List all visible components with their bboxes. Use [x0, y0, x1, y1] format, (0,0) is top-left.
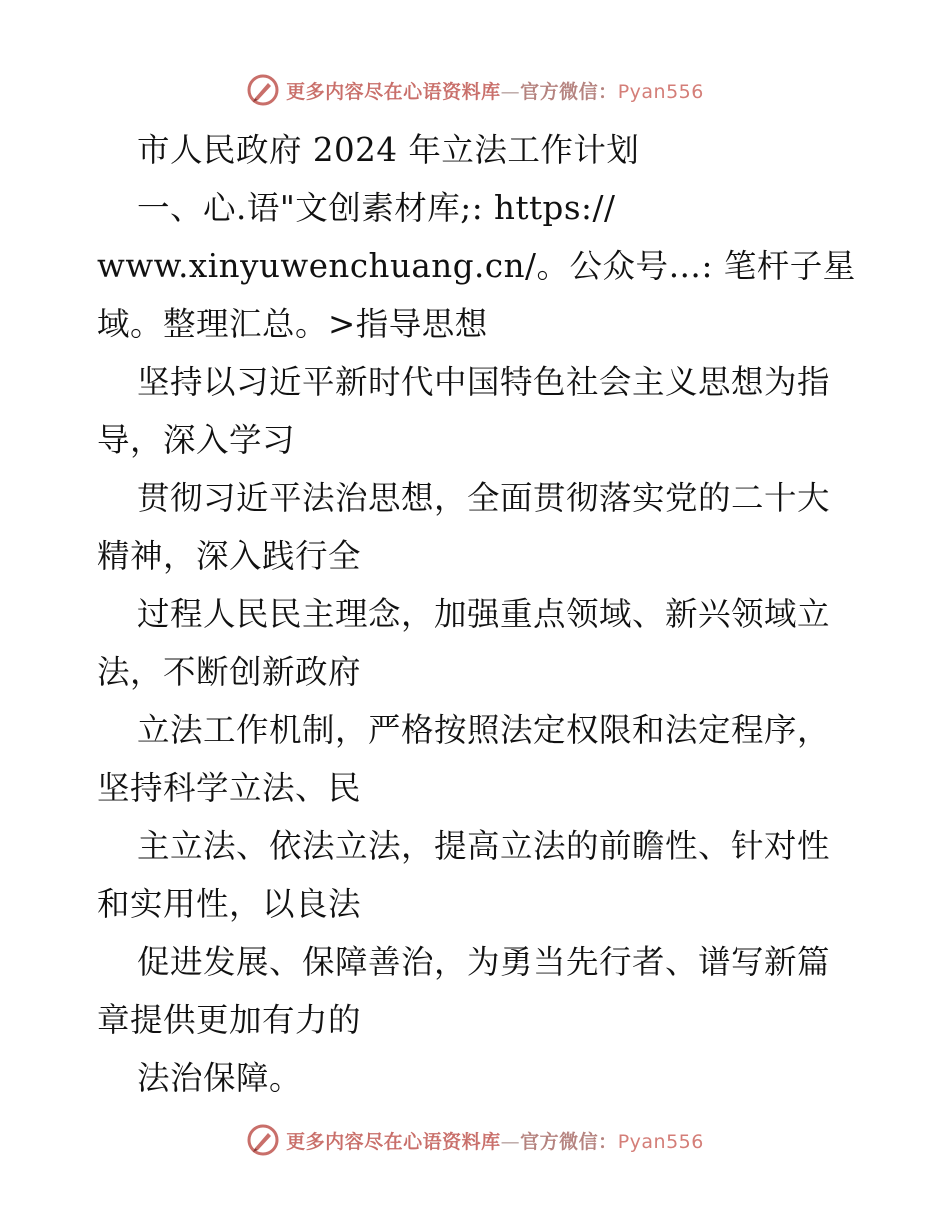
- banner-wechat-id: Pyan556: [617, 1130, 704, 1153]
- body-line: 导，深入学习: [97, 421, 296, 459]
- body-line: 章提供更加有力的: [97, 1001, 362, 1039]
- body-line: 法，不断创新政府: [97, 653, 362, 691]
- body-line: 主立法、依法立法，提高立法的前瞻性、针对性: [137, 827, 831, 865]
- banner-text: [286, 1127, 704, 1154]
- body-line: 和实用性，以良法: [97, 885, 362, 923]
- banner-brand: 更多内容尽在心语资料库: [286, 80, 501, 103]
- body-line: 立法工作机制，严格按照法定权限和法定程序，: [137, 711, 831, 749]
- banner-text: [286, 77, 704, 104]
- body-line: 贯彻习近平法治思想，全面贯彻落实党的二十大: [137, 479, 831, 517]
- body-line: 坚持以习近平新时代中国特色社会主义思想为指: [137, 363, 831, 401]
- body-line: 过程人民民主理念，加强重点领域、新兴领域立: [137, 595, 831, 633]
- footer-watermark-banner: [0, 1120, 950, 1160]
- banner-brand: 更多内容尽在心语资料库: [286, 1130, 501, 1153]
- pen-logo-icon: [246, 1123, 280, 1157]
- banner-dash: —: [500, 1130, 521, 1153]
- body-line: 域。整理汇总。>指导思想: [97, 305, 488, 343]
- body-line: 法治保障。: [137, 1059, 303, 1097]
- header-watermark-banner: [0, 70, 950, 110]
- body-line: 精神，深入践行全: [97, 537, 362, 575]
- document-title: 市人民政府 2024 年立法工作计划: [137, 131, 640, 169]
- banner-wechat-id: Pyan556: [617, 80, 704, 103]
- pen-logo-icon: [246, 73, 280, 107]
- banner-wechat-label: 官方微信：: [520, 80, 618, 103]
- banner-wechat-label: 官方微信：: [520, 1130, 618, 1153]
- banner-dash: —: [500, 80, 521, 103]
- document-body: [97, 121, 857, 1107]
- body-line: 一、心.语"文创素材库;: https://: [137, 189, 616, 227]
- body-line: 促进发展、保障善治，为勇当先行者、谱写新篇: [137, 943, 831, 981]
- body-line: 坚持科学立法、民: [97, 769, 362, 807]
- body-line: www.xinyuwenchuang.cn/。公众号…: 笔杆子星: [97, 247, 856, 285]
